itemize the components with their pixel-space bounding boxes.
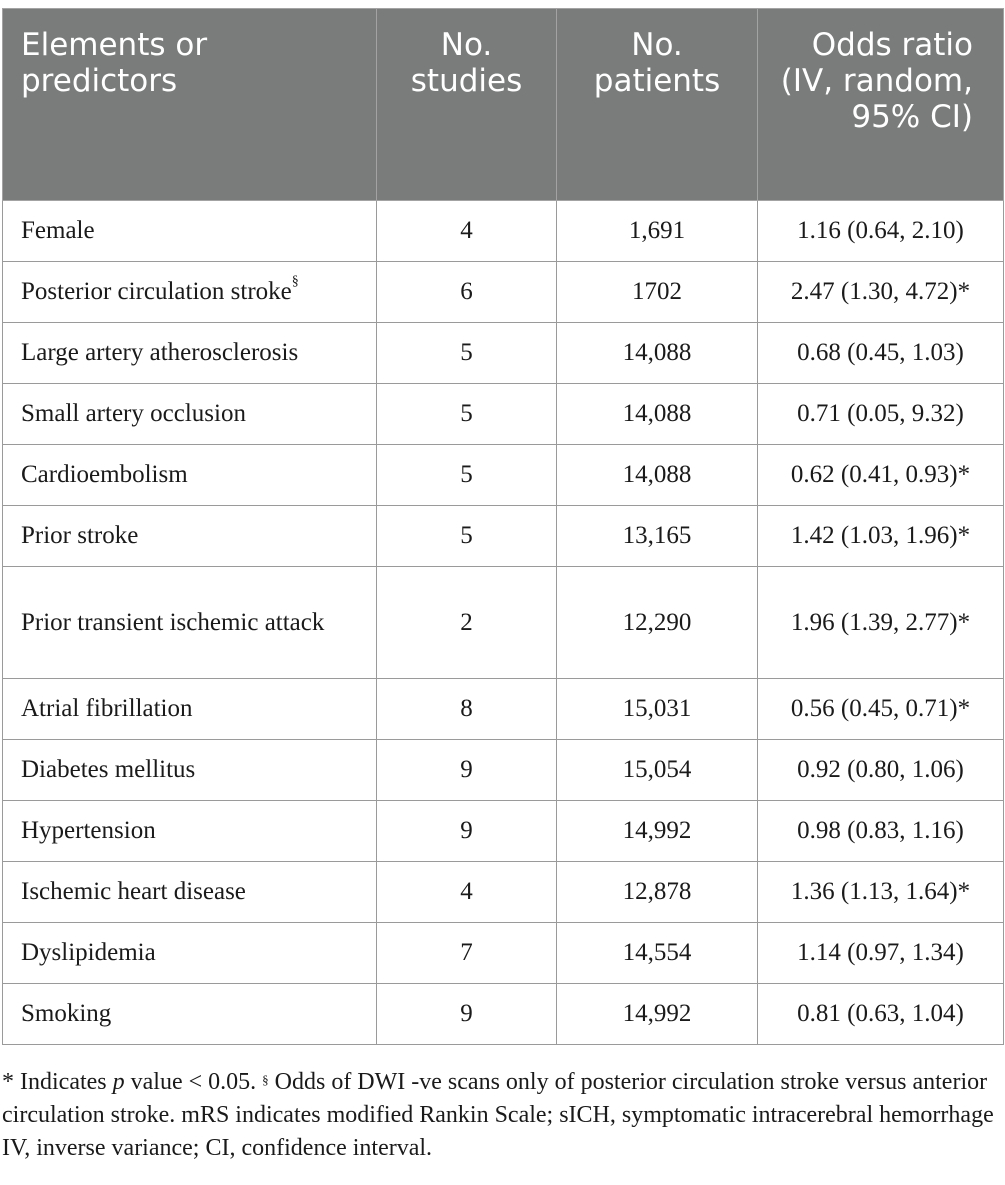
cell-element (3, 801, 377, 862)
cell-studies: 2 (377, 567, 557, 679)
table-row (3, 923, 1004, 984)
predictors-table-container (2, 8, 1003, 1045)
cell-odds-ratio: 0.92 (0.80, 1.06) (758, 740, 1004, 801)
table-row (3, 323, 1004, 384)
cell-odds-ratio: 1.16 (0.64, 2.10) (758, 201, 1004, 262)
cell-patients: 14,088 (557, 323, 758, 384)
element-name: Female (21, 217, 95, 244)
cell-element (3, 323, 377, 384)
footnote-p-italic: p (112, 1069, 125, 1095)
cell-element (3, 740, 377, 801)
cell-patients: 12,878 (557, 862, 758, 923)
footnote-part1: * Indicates (2, 1069, 113, 1095)
cell-element (3, 984, 377, 1045)
header-patients: No. patients (557, 9, 758, 201)
table-row (3, 262, 1004, 323)
cell-studies: 9 (377, 740, 557, 801)
table-row (3, 801, 1004, 862)
element-name: Prior transient ischemic attack (21, 608, 325, 636)
header-studies: No. studies (377, 9, 557, 201)
table-row (3, 862, 1004, 923)
cell-element (3, 862, 377, 923)
table-row (3, 679, 1004, 740)
cell-element (3, 262, 377, 323)
cell-patients: 13,165 (557, 506, 758, 567)
cell-patients: 14,554 (557, 923, 758, 984)
cell-odds-ratio: 1.96 (1.39, 2.77)* (758, 567, 1004, 679)
cell-odds-ratio: 2.47 (1.30, 4.72)* (758, 262, 1004, 323)
cell-odds-ratio: 0.98 (0.83, 1.16) (758, 801, 1004, 862)
cell-studies: 5 (377, 506, 557, 567)
cell-element (3, 506, 377, 567)
table-row (3, 506, 1004, 567)
table-row (3, 567, 1004, 679)
cell-patients: 14,992 (557, 984, 758, 1045)
cell-studies: 5 (377, 323, 557, 384)
cell-studies: 9 (377, 801, 557, 862)
cell-element (3, 567, 377, 679)
cell-studies: 8 (377, 679, 557, 740)
element-name: Smoking (21, 1000, 112, 1027)
section-mark: § (291, 274, 299, 289)
cell-odds-ratio: 0.68 (0.45, 1.03) (758, 323, 1004, 384)
cell-patients: 14,088 (557, 445, 758, 506)
cell-patients: 14,088 (557, 384, 758, 445)
cell-odds-ratio: 1.36 (1.13, 1.64)* (758, 862, 1004, 923)
table-row (3, 740, 1004, 801)
cell-patients: 15,054 (557, 740, 758, 801)
cell-odds-ratio: 0.81 (0.63, 1.04) (758, 984, 1004, 1045)
cell-patients: 15,031 (557, 679, 758, 740)
cell-studies: 5 (377, 445, 557, 506)
cell-studies: 5 (377, 384, 557, 445)
cell-element (3, 445, 377, 506)
table-footnote (2, 1066, 1003, 1165)
element-name: Posterior circulation stroke (21, 278, 292, 305)
element-name: Atrial fibrillation (21, 695, 193, 722)
footnote-part3: Odds of DWI -ve scans only of posterior circulation stroke versus anterior circulation stroke. mRS indicates modified Rankin Scale; sICH, symptomatic intracerebral hemorrhage IV, inverse variance; CI, confidence interval. (2, 1069, 994, 1161)
header-odds-ratio: Odds ratio (IV, random, 95% CI) (758, 9, 1004, 201)
footnote-part2: value < 0.05. (124, 1069, 263, 1095)
cell-patients: 12,290 (557, 567, 758, 679)
cell-patients: 14,992 (557, 801, 758, 862)
element-name: Large artery atherosclerosis (21, 339, 299, 366)
table-header-row (3, 9, 1004, 201)
cell-patients: 1,691 (557, 201, 758, 262)
cell-studies: 4 (377, 201, 557, 262)
table-row (3, 445, 1004, 506)
table-row (3, 984, 1004, 1045)
cell-studies: 6 (377, 262, 557, 323)
cell-patients: 1702 (557, 262, 758, 323)
cell-odds-ratio: 0.71 (0.05, 9.32) (758, 384, 1004, 445)
cell-element (3, 679, 377, 740)
cell-odds-ratio: 0.62 (0.41, 0.93)* (758, 445, 1004, 506)
element-name: Cardioembolism (21, 461, 188, 488)
cell-studies: 4 (377, 862, 557, 923)
table-row (3, 201, 1004, 262)
cell-element (3, 201, 377, 262)
element-name: Ischemic heart disease (21, 878, 246, 905)
element-name: Small artery occlusion (21, 400, 246, 427)
header-elements: Elements or predictors (3, 9, 377, 201)
cell-odds-ratio: 0.56 (0.45, 0.71)* (758, 679, 1004, 740)
predictors-table (2, 8, 1004, 1045)
cell-odds-ratio: 1.42 (1.03, 1.96)* (758, 506, 1004, 567)
element-name: Hypertension (21, 817, 156, 844)
element-name: Dyslipidemia (21, 939, 156, 966)
element-name: Prior stroke (21, 522, 139, 549)
table-row (3, 384, 1004, 445)
cell-studies: 7 (377, 923, 557, 984)
cell-odds-ratio: 1.14 (0.97, 1.34) (758, 923, 1004, 984)
element-name: Diabetes mellitus (21, 756, 196, 783)
cell-element (3, 923, 377, 984)
cell-studies: 9 (377, 984, 557, 1045)
cell-element (3, 384, 377, 445)
footnote-section-mark: § (262, 1072, 269, 1087)
table-body (3, 201, 1004, 1045)
